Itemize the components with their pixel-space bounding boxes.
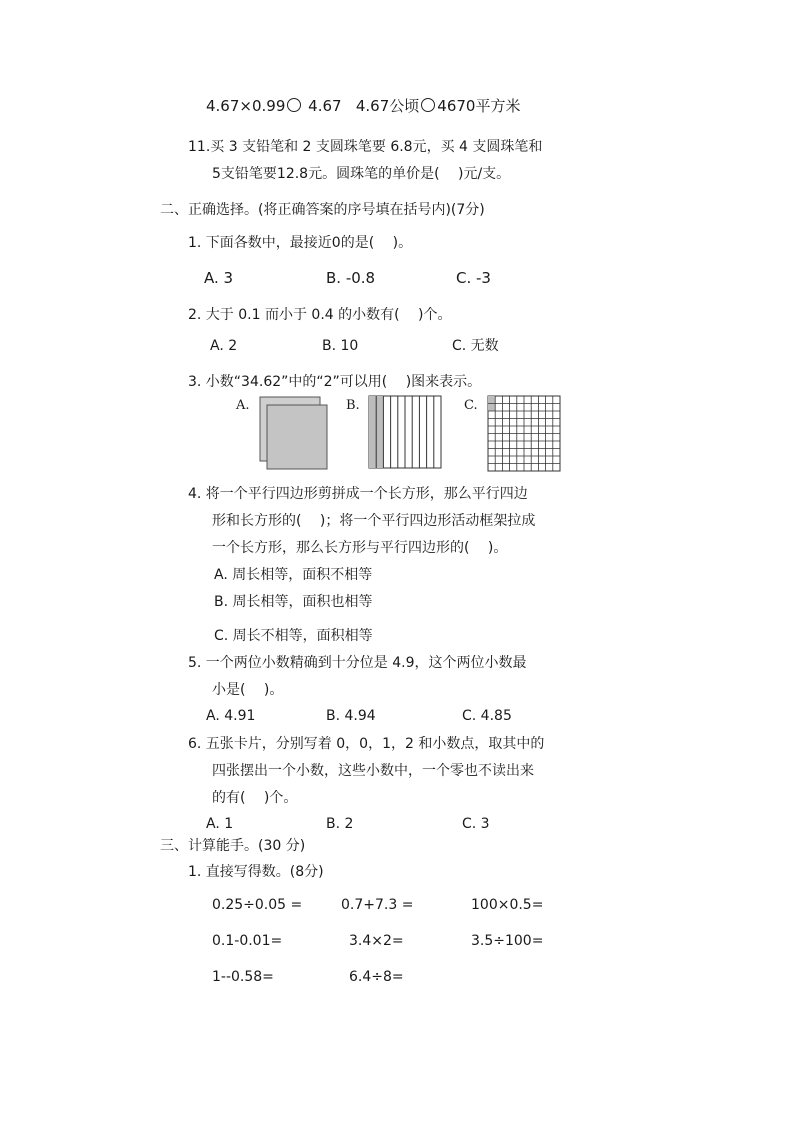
s2-q3-label-c[interactable]: C. [464, 398, 478, 413]
q10-right-a: 4.67公顷 [355, 97, 420, 115]
compare-circle[interactable] [421, 98, 435, 112]
section3-title: 三、计算能手。(30 分) [160, 838, 306, 854]
s2-q6-option-a[interactable]: A. 1 [206, 816, 234, 832]
s2-q1-text: 1. 下面各数中，最接近0的是( )。 [188, 235, 413, 251]
s2-q2-option-c[interactable]: C. 无数 [452, 338, 499, 354]
s2-q6-option-b[interactable]: B. 2 [326, 816, 354, 832]
calc-item[interactable]: 100×0.5= [471, 897, 544, 913]
s2-q6-line2: 四张摆出一个小数，这些小数中，一个零也不读出来 [212, 763, 534, 779]
figure-b-tenths-grid [368, 395, 444, 471]
calc-item[interactable]: 0.1-0.01= [212, 933, 283, 949]
s2-q1-option-b[interactable]: B. -0.8 [326, 269, 376, 287]
q11-line2: 5支铅笔要12.8元。圆珠笔的单价是( )元/支。 [212, 166, 511, 182]
s2-q3-text: 3. 小数“34.62”中的“2”可以用( )图来表示。 [188, 374, 482, 390]
calc-item[interactable]: 0.25÷0.05 = [212, 897, 303, 913]
s2-q4-line3: 一个长方形，那么长方形与平行四边形的( )。 [212, 540, 508, 556]
calc-item[interactable]: 1--0.58= [212, 969, 274, 985]
calc-item[interactable]: 3.4×2= [349, 933, 404, 949]
s2-q4-option-b[interactable]: B. 周长相等，面积也相等 [214, 594, 373, 610]
s2-q5-line2: 小是( )。 [212, 682, 284, 698]
s2-q5-option-c[interactable]: C. 4.85 [462, 708, 512, 724]
s2-q6-line3: 的有( )个。 [212, 790, 298, 806]
q10-middle: 4.67 [308, 97, 342, 115]
s2-q4-line1: 4. 将一个平行四边形剪拼成一个长方形，那么平行四边 [188, 486, 528, 502]
section2-title: 二、正确选择。(将正确答案的序号填在括号内)(7分) [160, 202, 485, 218]
calc-item[interactable]: 0.7+7.3 = [341, 897, 414, 913]
s2-q2-option-b[interactable]: B. 10 [322, 338, 359, 354]
s2-q4-option-a[interactable]: A. 周长相等，面积不相等 [214, 567, 373, 583]
calc-item[interactable]: 6.4÷8= [349, 969, 404, 985]
figure-c-hundredths-grid [487, 395, 561, 473]
q10-line [206, 96, 520, 116]
q11-line1: 11.买 3 支铅笔和 2 支圆珠笔要 6.8元，买 4 支圆珠笔和 [188, 139, 543, 155]
s2-q5-line1: 5. 一个两位小数精确到十分位是 4.9，这个两位小数最 [188, 655, 527, 671]
s2-q2-text: 2. 大于 0.1 而小于 0.4 的小数有( )个。 [188, 307, 452, 323]
s2-q1-option-a[interactable]: A. 3 [204, 269, 234, 287]
s2-q3-label-b[interactable]: B. [346, 398, 360, 413]
s2-q4-line2: 形和长方形的( )；将一个平行四边形活动框架拉成 [212, 513, 536, 529]
s2-q6-line1: 6. 五张卡片，分别写着 0，0，1，2 和小数点，取其中的 [188, 736, 545, 752]
figure-a-two-whole-squares [258, 395, 330, 473]
s2-q5-option-a[interactable]: A. 4.91 [206, 708, 256, 724]
s2-q3-label-a[interactable]: A. [236, 398, 250, 413]
s2-q6-option-c[interactable]: C. 3 [462, 816, 490, 832]
s2-q2-option-a[interactable]: A. 2 [210, 338, 238, 354]
s2-q5-option-b[interactable]: B. 4.94 [326, 708, 376, 724]
s2-q1-option-c[interactable]: C. -3 [456, 269, 491, 287]
compare-circle[interactable] [287, 98, 301, 112]
calc-item[interactable]: 3.5÷100= [471, 933, 544, 949]
q10-left: 4.67×0.99 [206, 97, 286, 115]
q10-right-b: 4670平方米 [437, 97, 521, 115]
s3-q1-text: 1. 直接写得数。(8分) [188, 864, 324, 880]
s2-q4-option-c[interactable]: C. 周长不相等，面积相等 [214, 628, 373, 644]
